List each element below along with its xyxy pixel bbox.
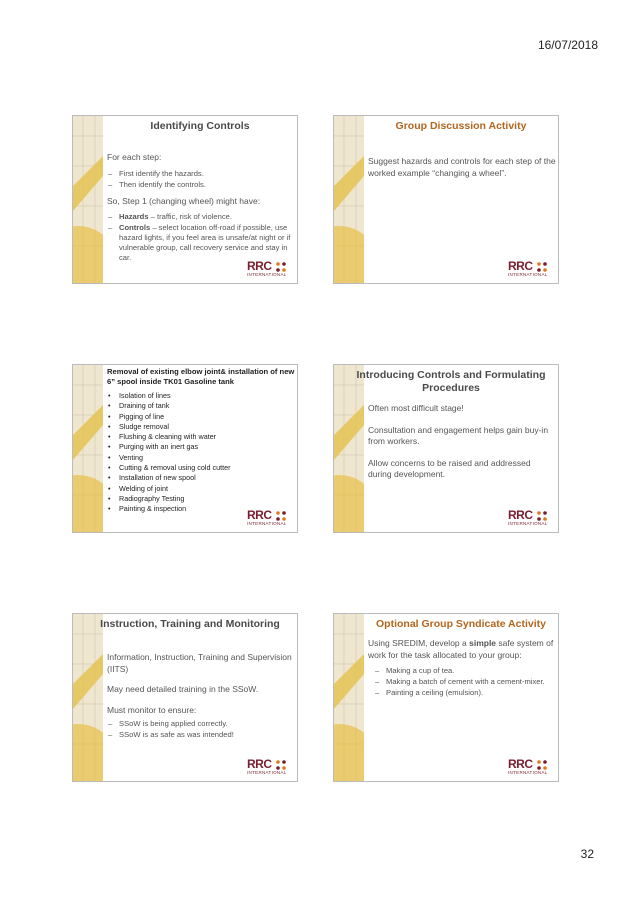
list-item: • Radiography Testing: [107, 494, 295, 504]
page-number: 32: [580, 847, 594, 861]
list-item: • Isolation of lines: [107, 391, 295, 401]
slide-paragraph: Must monitor to ensure:: [107, 704, 197, 715]
list-item: • Sludge removal: [107, 422, 295, 432]
slide-text: Suggest hazards and controls for each step of the worked example “changing a wheel”.: [368, 156, 556, 178]
slide-intro: For each step:: [107, 152, 162, 162]
list-item: – SSoW is as safe as was intended!: [107, 730, 295, 740]
list-item: • Venting: [107, 453, 295, 463]
slide-paragraph: May need detailed training in the SSoW.: [107, 684, 259, 694]
list-item: – Painting a ceiling (emulsion).: [374, 688, 556, 698]
slide-instruction-training: [72, 613, 298, 782]
example-intro: So, Step 1 (changing wheel) might have:: [107, 195, 261, 206]
slide-group-discussion: [333, 115, 559, 284]
page-date: 16/07/2018: [537, 38, 598, 52]
list-item: • Draining of tank: [107, 401, 295, 411]
rrc-logo: RRC INTERNATIONAL: [508, 508, 548, 526]
rrc-logo: RRC INTERNATIONAL: [247, 259, 287, 277]
rrc-logo: RRC INTERNATIONAL: [508, 259, 548, 277]
rrc-logo: RRC INTERNATIONAL: [508, 757, 548, 775]
controls-item: [107, 223, 295, 263]
emphasis-simple: simple: [469, 638, 497, 648]
slide-optional-syndicate-activity: [333, 613, 559, 782]
slide-paragraph: Often most difficult stage!: [368, 403, 464, 413]
list-item: • Painting & inspection: [107, 504, 295, 514]
hazards-text: – traffic, risk of violence.: [148, 212, 232, 221]
list-item: • Purging with an inert gas: [107, 442, 295, 452]
slide-title: Identifying Controls: [150, 120, 250, 132]
slide-introducing-controls: [333, 364, 559, 533]
hazards-item: [107, 212, 295, 222]
rrc-logo: RRC INTERNATIONAL: [247, 757, 287, 775]
list-item: – SSoW is being applied correctly.: [107, 719, 295, 729]
list-item: • Welding of joint: [107, 484, 295, 494]
list-item: • Flushing & cleaning with water: [107, 432, 295, 442]
slide-elbow-joint-removal: [72, 364, 298, 533]
controls-label: Controls: [119, 223, 151, 232]
slide-title: Removal of existing elbow joint& installation of new 6” spool inside TK01 Gasoline tank: [107, 367, 295, 386]
list-item: – Making a cup of tea.: [374, 666, 556, 676]
controls-text: – select location off-road if possible, use hazard lights, if you feel area is unsafe/at night or if vulnerable group, call recovery service and stay in car.: [119, 223, 291, 262]
list-item: • Cutting & removal using cold cutter: [107, 463, 295, 473]
list-item: – Then identify the controls.: [107, 180, 295, 190]
slide-paragraph: Allow concerns to be raised and addressed during development.: [368, 457, 531, 479]
slide-text: Using SREDIM, develop a simple safe system of work for the task allocated to your group:: [368, 638, 554, 660]
slide-title: Introducing Controls and Formulating Procedures: [356, 369, 546, 394]
rrc-logo: RRC INTERNATIONAL: [247, 508, 287, 526]
list-item: • Installation of new spool: [107, 473, 295, 483]
slide-paragraph: Information, Instruction, Training and Supervision (IITS): [107, 652, 292, 674]
slide-title: Optional Group Syndicate Activity: [376, 618, 546, 630]
list-item: • Pigging of line: [107, 412, 295, 422]
slide-title: Instruction, Training and Monitoring: [100, 618, 280, 630]
slide-title: Group Discussion Activity: [395, 120, 527, 132]
list-item: – First identify the hazards.: [107, 169, 295, 179]
slide-paragraph: Consultation and engagement helps gain buy-in from workers.: [368, 424, 549, 446]
hazards-label: Hazards: [119, 212, 149, 221]
list-item: – Making a batch of cement with a cement-mixer.: [374, 677, 556, 687]
slide-identifying-controls: [72, 115, 298, 284]
